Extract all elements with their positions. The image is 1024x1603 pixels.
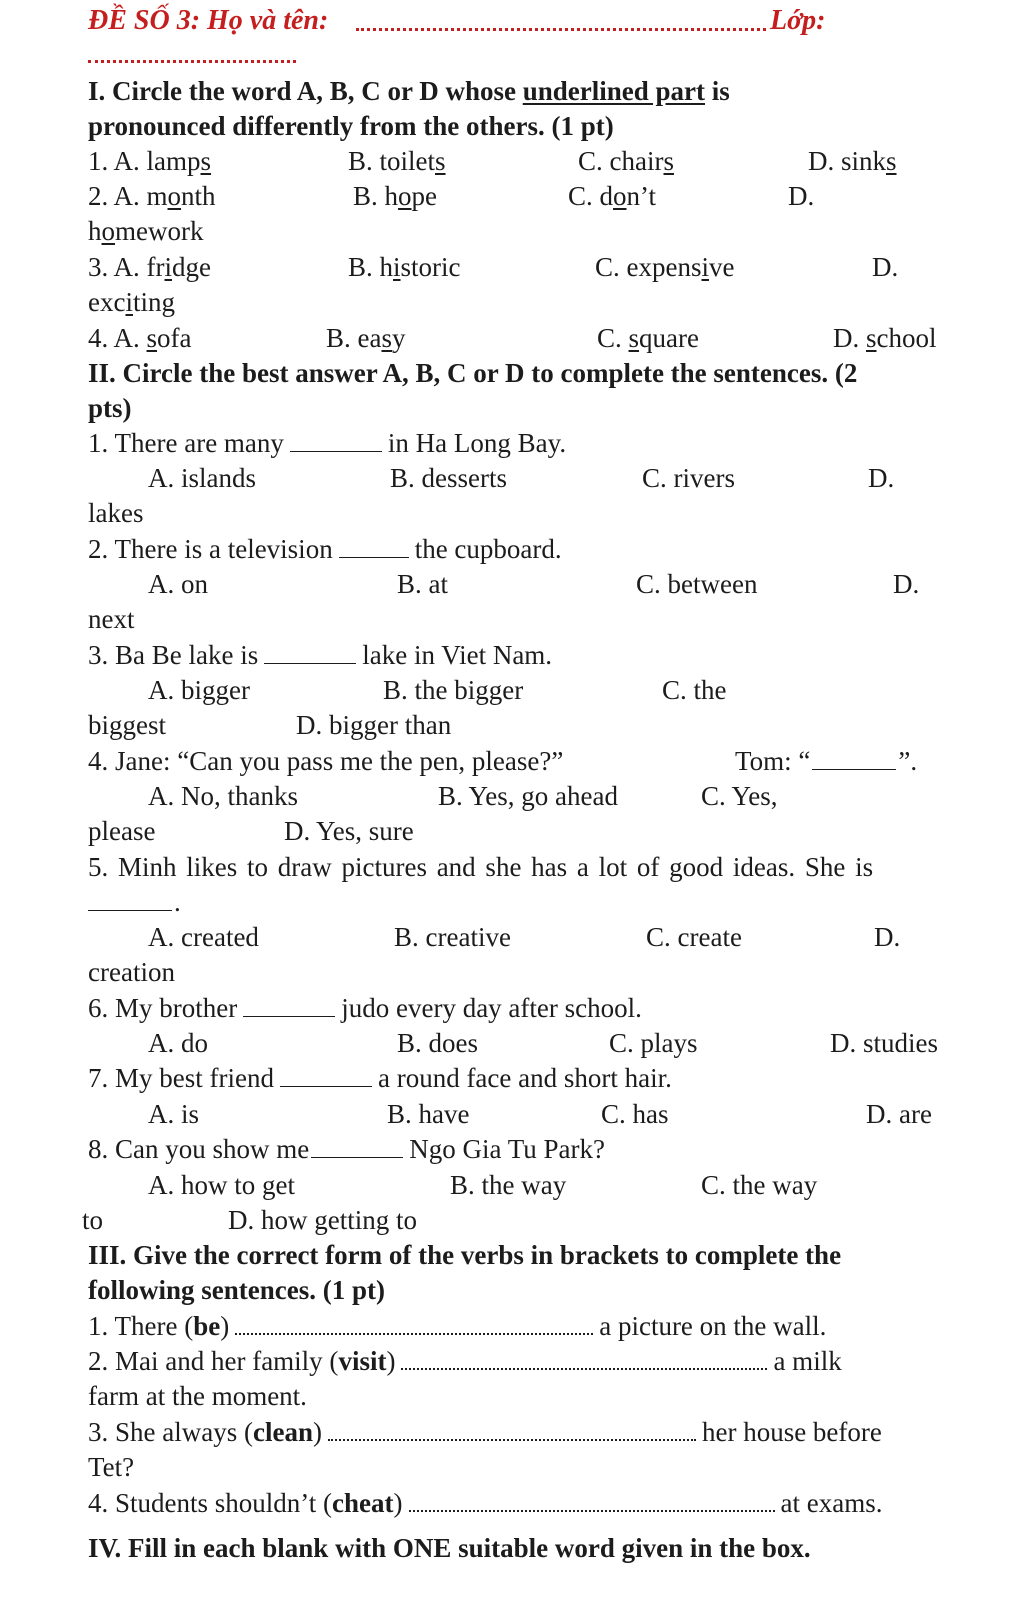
pron-q2-b: B. hope [353,181,437,211]
mc-q7-c[interactable]: C. has [601,1099,669,1129]
class-label: Lớp: [770,5,826,36]
answer-blank[interactable] [88,890,172,911]
answer-blank[interactable] [243,996,335,1017]
mc-q2-a[interactable]: A. on [148,569,208,599]
answer-blank[interactable] [280,1066,372,1087]
pron-q2-d: homework [88,216,204,246]
mc-q5-d[interactable]: creation [88,957,175,987]
worksheet-title [88,4,328,38]
mc-q3-b[interactable]: B. the bigger [383,675,524,705]
mc-q2-d[interactable]: next [88,604,135,634]
verb-blank[interactable] [401,1346,767,1370]
pron-q2-d-label: D. [788,181,815,211]
mc-q4-d[interactable]: D. Yes, sure [284,816,414,846]
mc-q7-b[interactable]: B. have [387,1099,470,1129]
section-3-title-cont: following sentences. (1 pt) [88,1275,385,1305]
mc-q8-b[interactable]: B. the way [450,1170,567,1200]
mc-q7-stem: 7. My best friend a round face and short hair. [88,1063,672,1093]
mc-q6-stem: 6. My brother judo every day after school. [88,993,642,1023]
verb-q3-cont: Tet? [88,1452,135,1482]
mc-q1-stem: 1. There are many in Ha Long Bay. [88,428,567,458]
pron-q3-c: C. expensive [595,252,735,282]
mc-q2-d-label[interactable]: D. [893,569,920,599]
mc-q3-stem: 3. Ba Be lake is lake in Viet Nam. [88,640,553,670]
class-blank[interactable] [88,60,296,63]
mc-q8-stem: 8. Can you show me Ngo Gia Tu Park? [88,1134,605,1164]
mc-q4-b[interactable]: B. Yes, go ahead [438,781,618,811]
section-2-title: II. Circle the best answer A, B, C or D to complete the sentences. (2 [88,358,858,388]
section-1-title: I. Circle the word A, B, C or D whose underlined part is [88,76,730,106]
pron-q3-d: exciting [88,287,175,317]
mc-q4-a[interactable]: A. No, thanks [148,781,298,811]
section-4-title: IV. Fill in each blank with ONE suitable word given in the box. [88,1533,811,1563]
pron-q3-a: 3. A. fridge [88,252,211,282]
answer-blank[interactable] [311,1137,403,1158]
mc-q3-a[interactable]: A. bigger [148,675,250,705]
answer-blank[interactable] [812,749,896,770]
pron-q1-c: C. chairs [578,146,674,176]
verb-q4: 4. Students shouldn’t (cheat) at exams. [88,1488,883,1518]
mc-q1-b[interactable]: B. desserts [390,463,507,493]
mc-q4-stem: 4. Jane: “Can you pass me the pen, please?” [88,746,564,776]
mc-q1-d[interactable]: lakes [88,498,144,528]
pron-q3-d-label: D. [872,252,899,282]
mc-q2-c[interactable]: C. between [636,569,758,599]
answer-blank[interactable] [339,537,409,558]
mc-q8-d[interactable]: D. how getting to [228,1205,417,1235]
mc-q4-c[interactable]: please [88,816,156,846]
mc-q1-c[interactable]: C. rivers [642,463,735,493]
verb-blank[interactable] [409,1488,775,1512]
mc-q7-a[interactable]: A. is [148,1099,200,1129]
mc-q8-c[interactable]: to [82,1205,104,1235]
verb-q1: 1. There (be) a picture on the wall. [88,1311,827,1341]
section-2-title-cont: pts) [88,393,132,423]
answer-blank[interactable] [264,643,356,664]
mc-q6-a[interactable]: A. do [148,1028,208,1058]
mc-q1-d-label[interactable]: D. [868,463,895,493]
mc-q2-b[interactable]: B. at [397,569,448,599]
pron-q1-a: 1. A. lamps [88,146,212,176]
verb-q3: 3. She always (clean) her house before [88,1417,882,1447]
mc-q8-c-label[interactable]: C. the way [701,1170,818,1200]
mc-q6-b[interactable]: B. does [397,1028,478,1058]
mc-q6-c[interactable]: C. plays [609,1028,698,1058]
pron-q4-b: B. easy [326,323,406,353]
verb-blank[interactable] [328,1417,696,1441]
section-1-title-cont: pronounced differently from the others. (1 pt) [88,111,614,141]
mc-q5-b[interactable]: B. creative [394,922,511,952]
mc-q5-stem: 5. Minh likes to draw pictures and she has a lot of good ideas. She is [88,852,874,882]
answer-blank[interactable] [290,431,382,452]
pron-q2-a: 2. A. month [88,181,216,211]
pron-q1-b: B. toilets [348,146,446,176]
mc-q3-d[interactable]: D. bigger than [296,710,452,740]
verb-q2: 2. Mai and her family (visit) a milk [88,1346,842,1376]
pron-q1-d: D. sinks [808,146,897,176]
mc-q2-stem: 2. There is a television the cupboard. [88,534,562,564]
mc-q4-c-label[interactable]: C. Yes, [701,781,778,811]
pron-q3-b: B. historic [348,252,461,282]
mc-q1-a[interactable]: A. islands [148,463,256,493]
mc-q5-c[interactable]: C. create [646,922,742,952]
mc-q5-stem-cont: . [88,885,181,919]
name-blank[interactable] [356,28,766,31]
mc-q5-d-label[interactable]: D. [874,922,901,952]
pron-q4-c: C. square [597,323,699,353]
mc-q5-a[interactable]: A. created [148,922,259,952]
pron-q2-c: C. don’t [568,181,657,211]
pron-q4-d: D. school [833,323,937,353]
title-label: ĐỀ SỐ 3: Họ và tên: [88,5,329,36]
verb-q2-cont: farm at the moment. [88,1381,307,1411]
mc-q8-a[interactable]: A. how to get [148,1170,295,1200]
verb-blank[interactable] [235,1311,593,1335]
mc-q4-tom: Tom: “ ”. [735,746,918,776]
mc-q3-c-label[interactable]: C. the [662,675,727,705]
section-3-title: III. Give the correct form of the verbs in brackets to complete the [88,1240,842,1270]
mc-q7-d[interactable]: D. are [866,1099,932,1129]
pron-q4-a: 4. A. sofa [88,323,192,353]
mc-q6-d[interactable]: D. studies [830,1028,938,1058]
mc-q3-c[interactable]: biggest [88,710,166,740]
